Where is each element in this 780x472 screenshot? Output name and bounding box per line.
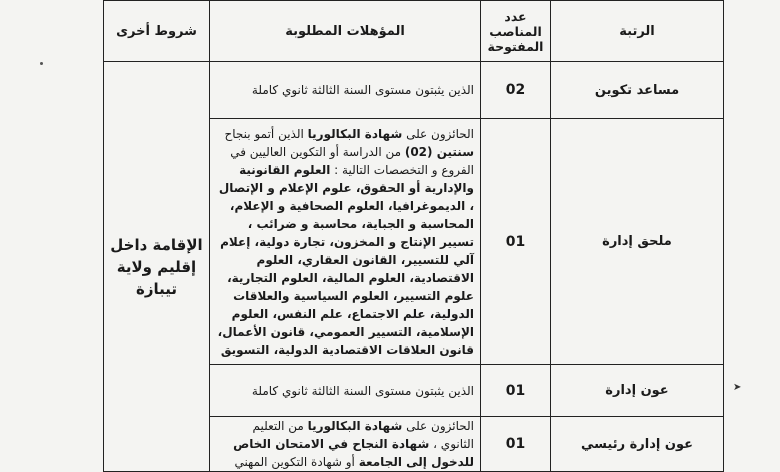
- document-sheet: [103, 0, 723, 470]
- header-qualifications: المؤهلات المطلوبة: [210, 1, 481, 62]
- count-cell: 02: [481, 62, 551, 119]
- qualifications-cell: [210, 417, 481, 472]
- count-cell: 01: [481, 417, 551, 472]
- qual-text: من التعليم الثانوي ،: [252, 419, 474, 451]
- scan-mark-icon: ➤: [733, 382, 742, 393]
- qualifications-cell: الذين يثبتون مستوى السنة الثالثة ثانوي كاملة: [210, 62, 481, 119]
- qual-wrap: [216, 417, 474, 471]
- qual-bold: العلوم القانونية والإدارية أو الحقوق، علوم الإعلام و الإتصال ، الديموغرافيا، العلوم الصحافية و الإعلام، المحاسبة و الجباية، محاسبة و ضرائب ، تسيير الإنتاج و المخزون، تجارة دولية، إعلام آلي للتسيير، القانون العقاري، العلوم الاقتصادية، العلوم المالية، العلوم التجارية، علوم التسيير، العلوم السياسية والعلاقات الدولية، علم الاجتماع، علم النفس، العلوم الإسلامية، التسيير العمومي، قانون الأعمال، قانون العلاقات الاقتصادية الدولية، التسويق: [217, 162, 474, 357]
- qual-text: الحائزون على: [402, 419, 474, 433]
- positions-table: [103, 0, 724, 472]
- table-row: [104, 62, 724, 119]
- rank-cell: عون إدارة: [551, 365, 724, 417]
- header-rank: الرتبة: [551, 1, 724, 62]
- qual-text: الحائزون على: [402, 126, 474, 141]
- qual-text: الذين أتمو بنجاح: [224, 126, 308, 141]
- count-cell: 01: [481, 365, 551, 417]
- other-conditions-cell: [104, 62, 210, 472]
- header-count: عدد المناصب المفتوحة: [481, 1, 551, 62]
- qual-text: أو شهادة التكوين المهني: [234, 455, 359, 469]
- qualifications-cell: [210, 119, 481, 365]
- count-cell: 01: [481, 119, 551, 365]
- qual-bold: شهادة البكالوريا: [307, 126, 403, 141]
- qual-bold: شهادة النجاح في الامتحان الخاص للدخول إلى الجامعة: [233, 437, 474, 469]
- rank-cell: عون إدارة رئيسي: [551, 417, 724, 472]
- rank-cell: ملحق إدارة: [551, 119, 724, 365]
- qual-bold: شهادة البكالوريا: [307, 419, 403, 433]
- qual-bold: سنتين (02): [404, 144, 474, 159]
- other-condition-text: الإقامة داخل إقليم ولاية تيبازة: [110, 235, 203, 298]
- qual-text: من الدراسة أو التكوين العاليين في الفروع و التخصصات التالية :: [230, 144, 474, 177]
- header-other-conditions: شروط أخرى: [104, 1, 210, 62]
- table-header-row: [104, 1, 724, 62]
- scan-speck: [40, 62, 43, 65]
- rank-cell: مساعد تكوين: [551, 62, 724, 119]
- qualifications-cell: الذين يثبتون مستوى السنة الثالثة ثانوي كاملة: [210, 365, 481, 417]
